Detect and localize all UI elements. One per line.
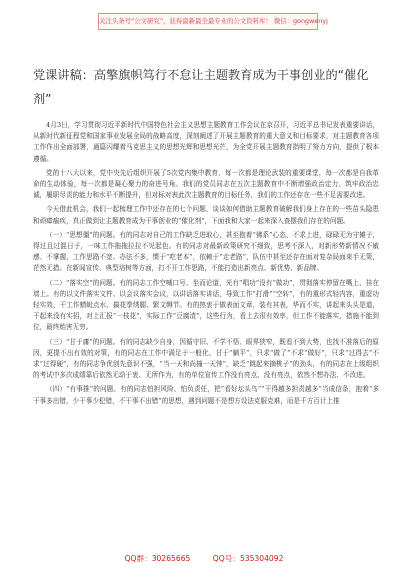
- paragraph: 4月3日，学习贯彻习近平新时代中国特色社会主义思想主题教育工作会议在京召开，习近平总书记发表重要讲话，从新时代新征程党和国家事业发展全局的战略高度，深刻阐述了开展主题教育的重大意义和目标要求，对主题教育各项工作作出全面部署，通篇闪耀着马克思主义的思想光辉和思想光芒，为全党开展主题教育指明了努力方向，提供了根本遵循。: [33, 121, 379, 163]
- footer-qq-group: QQ群：30265665: [124, 554, 191, 563]
- document-title: 党课讲稿：高擎旗帜笃行不怠让主题教育成为干事创业的“催化剂”: [33, 68, 369, 106]
- document-body: [33, 120, 379, 410]
- paragraph: （四）“有事推”的问题。有的同志怕担风险、怕负责任，把“看好坛头鸟”“干得越多担责越多”当成信条，抱着“多干事多出错，少干事少犯错，不干事不出错”的思想，遇到问题不是想方设法克服克难，而是千方百计上推: [33, 385, 379, 405]
- paragraph: （二）“落实空”的问题。有的同志工作空喊口号、坐而论道，光有“唱功”没有“做功”，贯彻落实停留在嘴上、挂在墙上。有的以文件落实文件、以会议落实会议，以讲话落实讲话，导致工作“打滑”“空转”，有的重形式轻内容，重虚功轻实效，干工作蜻蜓点水、搞花拳绣腿、繁文缛节。有的热衷于做表面文章，装有其表，华而不实，讲起来头头是道，干起来没有实招，对上汇报“一枝花”，实际工作“豆腐渣”，这些行为，看上去很有效率，但工作不能落实，措施不能到位，最终贻害无穷。: [33, 278, 379, 332]
- paragraph: 今天借此机会，我们一起梳理工作中还存在的七个问题，谈谈如何借助主题教育破解我们身上存在的一些苗头隐患和顽瘴痼疾，真正做到让主题教育成为干事创业的“催化剂”，下面我和大家一起来深入查摆我们存在的问题。: [33, 205, 379, 225]
- promo-banner-text: 关注头条号“公文研究”，获得最新最全最专业的公文资料库！: [99, 17, 272, 25]
- paragraph: （一）“思想僵”的问题。有的同志对自己的工作缺乏进取心，甚至抱着“佛系”心态，不求上进，碌碌无为守摊子，得过且过混日子，一味工作拖拖拉拉不见起色。有的同志对最新政策研究不细致，思考不深入，对新形势新情况不敏感、不掌握，工作思路不宽、办法不多，惯于“吃老本”，依赖于“走老路”，队伍中甚至还存在面对复杂局面束手无策，茫然无措。在新闻宣传、典型培树等方面，打不开工作思路，不能打造出新亮点、新优势、新品牌。: [33, 230, 379, 273]
- footer-qq-number: QQ号：535304092: [212, 554, 284, 563]
- paragraph: （三）“甘于庸”的问题。有的同志缺少自身，因循守旧、不学不悟、眼界狭窄，既看不到大势，也找不准落后的原因，更提不出有效的对策，有的同志在工作中满足于一般化、甘于“躺平”，只求“做了”不求“做好”，只求“过得去”不求“过得硬”，有的同志争优创先意识不强，“当一天和尚撞一天钟”，缺乏“跳起来摘桃子”的劲头，有的同志在上级组织的考试中多次成绩靠后依然无动于衷、无所作为，有的单位宣传工作没有亮点、没有亮点，依然不想办法、不改进。: [33, 337, 379, 380]
- promo-banner: [98, 13, 328, 30]
- promo-wechat-text: 微信：gongwenyj: [273, 17, 328, 25]
- paragraph: 党的十八大以来，党中央先后组织开展了5次党内集中教育，每一次都是理论武装的重要课堂，每一次都是自我革命的生动体验，每一次都是凝心聚力的奋进号角。我们的党员同志在五次主题教育中不断增强政治定力、筑牢政治忠诚，履职尽责的能力和水平不断提升，但对标对表此次主题教育的目标任务，我们的工作还存在一些不足需要改进。: [33, 168, 379, 200]
- footer-contact: [0, 553, 408, 564]
